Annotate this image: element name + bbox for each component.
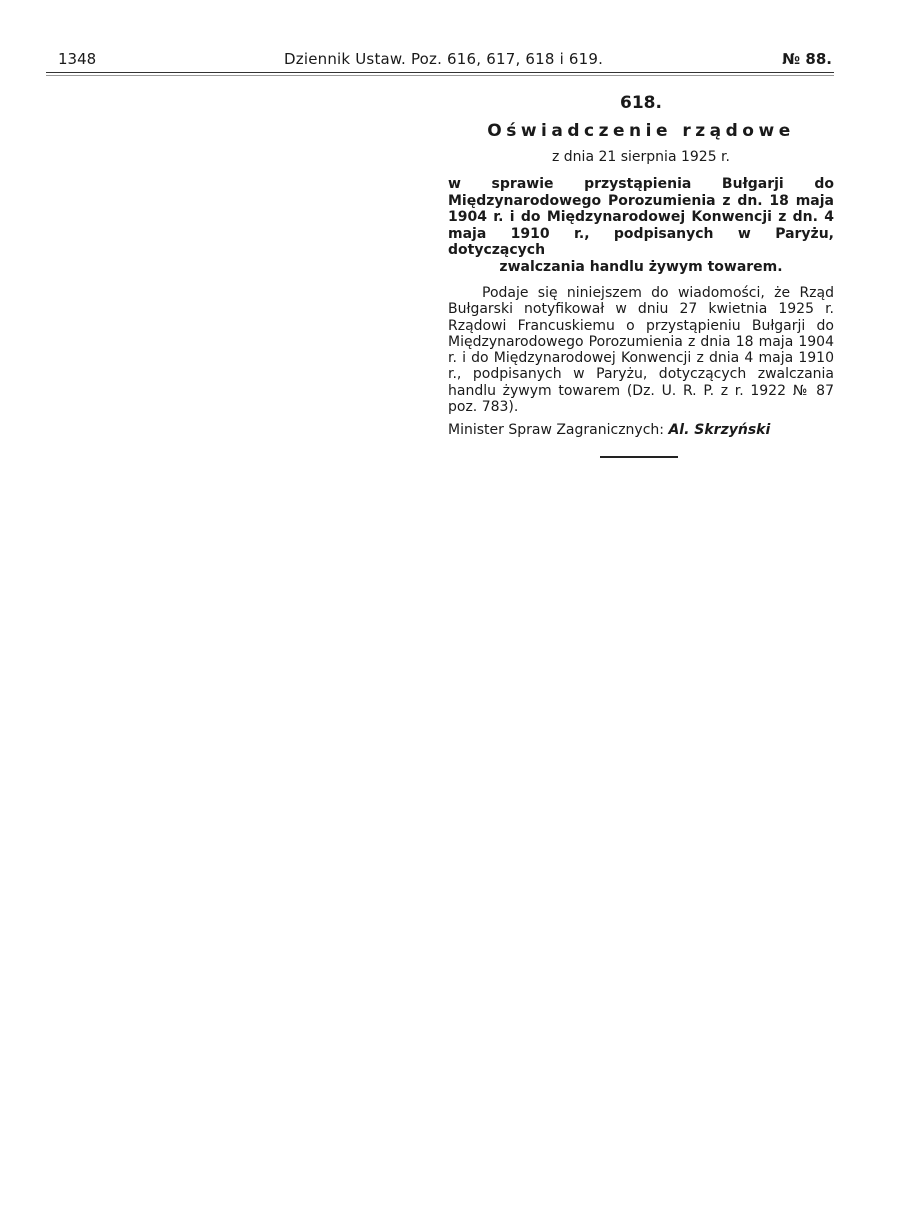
declaration-title: Oświadczenie rządowe (487, 121, 795, 141)
subject-main-text: w sprawie przystąpienia Bułgarji do Międzynarodowego Porozumienia z dn. 18 maja 1904 r. i do Międzynarodowej Konwencji z dn. 4 maja 1910 r., podpisanych w Paryżu, dotyczących (448, 176, 834, 258)
document-column (448, 92, 834, 439)
declaration-date: z dnia 21 sierpnia 1925 r. (552, 149, 730, 165)
journal-title: Dziennik Ustaw. Poz. 616, 617, 618 i 619. (284, 50, 604, 68)
signature-name: Al. Skrzyński (668, 422, 771, 439)
body-paragraph: Podaje się niniejszem do wiadomości, że Rząd Bułgarski notyfikował w dniu 27 kwietnia 1925 r. Rządowi Francuskiemu o przystąpieniu Bułgarji do Międzynarodowego Porozumienia z dnia 18 maja 1904 r. i do Międzynarodowej Konwencji z dnia 4 maja 1910 r., podpisanych w Paryżu, dotyczących zwalczania handlu żywym towarem (Dz. U. R. P. z r. 1922 № 87 poz. 783). (448, 285, 834, 416)
signature-line (448, 421, 834, 439)
page-number: 1348 (58, 50, 97, 68)
subject-last-line: zwalczania handlu żywym towarem. (499, 258, 783, 275)
item-number: 618. (620, 93, 662, 113)
end-divider (600, 456, 678, 458)
header-divider (46, 72, 834, 73)
header-divider-thin (46, 75, 834, 76)
page-header (58, 50, 832, 70)
declaration-subject (448, 176, 834, 275)
signature-role: Minister Spraw Zagranicznych: (448, 422, 664, 439)
issue-number: № 88. (782, 50, 832, 68)
